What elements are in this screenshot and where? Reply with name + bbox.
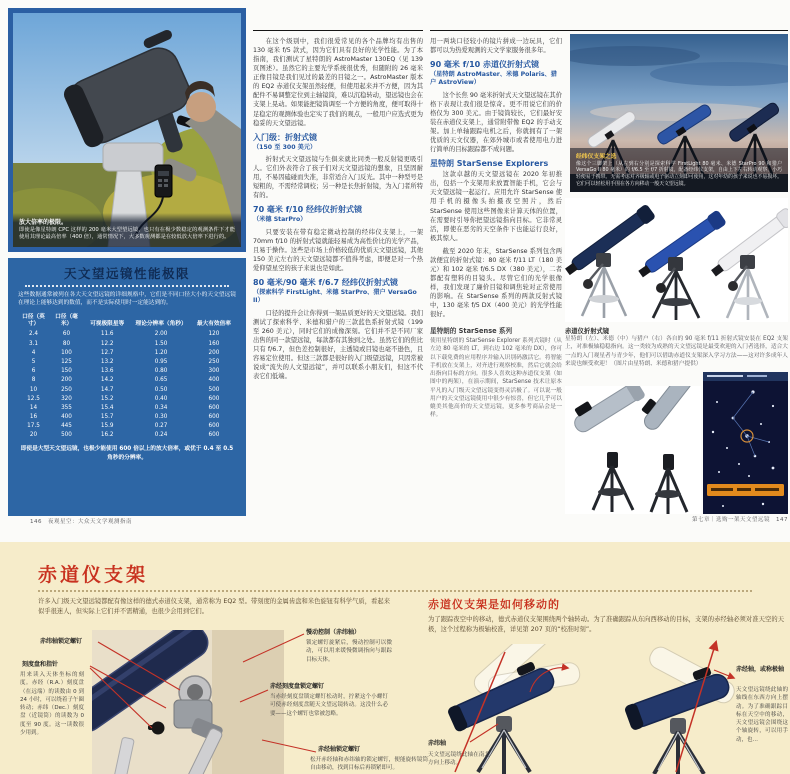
column-rule-right — [430, 30, 788, 31]
caption-heading: 星特朗的 StarSense 系列 — [430, 327, 513, 336]
section-subheading: （150 至 300 美元） — [253, 143, 317, 151]
table-title: 天文望远镜性能极限 — [63, 266, 190, 281]
section-heading: 90 毫米 f/10 赤道仪折射式镜 — [430, 60, 540, 70]
col-header: 可视极限星等 — [90, 320, 125, 327]
eq-photo-caption — [565, 326, 788, 368]
observer-photo-caption — [13, 213, 241, 247]
paragraph: 折射式天文望远镜与生俱来就比同类一般反射镜更吸引人。它们外表符合了孩子们对天文望远镜的想象，且坚固耐用，不易因磕碰而失准，非常适合入门反光。其中一种型号是短粗的，不需经常调校；另一种是长焦折射镜，为入门者所特有的。 — [253, 155, 424, 200]
paragraph: 在这个级别中，我们很爱常见的各个品牌均有出售的 130 毫米 f/5 款式，因为它们具有良好的光学性能。为了本指南，我们测试了星特朗的 AstroMaster 130EQ（见 139 页图述）。虽然它的主要光学系统很优秀，但随附的 26 毫米正像目镜是我们见过的最差的目镜之一。AstroMaster 版本的 EQ2 赤道仪支架虽然轻便，但使用起来并不方便，因为其配件不易调整定位到主轴镜筒，难以沉稳转动，望远镜也会在支架上晃动。如果能把镜筒调至一个方便的角度，便可取得十足稳定的观测体验也定实了我们的观点，一般用户应选式更为稳妥的天文望远镜。 — [253, 38, 424, 127]
observer-caption-title: 放大倍率的极限。 — [19, 218, 68, 226]
table-row: 6 150 13.6 0.80 300 — [31, 368, 220, 375]
label-ra-lock-body: 松开赤经轴和赤纬轴的锁定螺钉，便能旋转镜筒自由移动，找到目标后再锁紧即可。 — [310, 757, 428, 772]
observer-photo — [8, 8, 246, 252]
table-header-row — [17, 312, 237, 330]
table-row: 4 100 12.7 1.20 200 — [31, 349, 220, 356]
paragraph: 只要安装在带有稳定微动控制的经纬仪支架上，一架 70mm f/10 的折射式镜就能轻易成为高性价比的光学产品，且易于操作。这些是市场上价格较低的优质天文望远镜，其他 150 美元左右的天文望远镜都不值得考虑，即便是对一个热爱仰望星空的孩子来说也是如此。 — [253, 228, 424, 272]
table-note: 即使是大型天文望远镜，也极少能使用 600 倍以上的放大倍率，或优于 0.4 至 0.5 角秒的分辨率。 — [20, 446, 234, 461]
col-header: 口径（毫米） — [55, 313, 78, 327]
performance-limits-panel — [8, 258, 246, 516]
col-header: 口径（英寸） — [22, 313, 45, 327]
performance-table — [17, 312, 237, 441]
table-row: 12.5 320 15.2 0.40 600 — [27, 395, 220, 402]
section-divider — [38, 590, 752, 592]
label-dial-title: 刻度盘和指针 — [22, 661, 59, 668]
label-dec-axis: 赤纬轴 — [428, 740, 447, 747]
eq-photo-image — [565, 198, 788, 322]
table-row: 17.5 445 15.9 0.27 600 — [27, 423, 220, 430]
paragraph: 截至 2020 年末，StarSense 系列包含两款便宜的折射式镜：80 毫米 f/11 LT（180 美元）和 102 毫米 f/6.5 DX（380 美元），二者都配有塑料的目镜头。尽管它们的光学很像样，我们发现了廉价目镜和调焦轮对正常使用的影响。在 StarSense 系列的两款反射式镜中，130 毫米 f/5 DX（400 美元）的光学性能很好。 — [430, 247, 562, 319]
section-heading: 入门级：折射式镜 — [253, 132, 317, 142]
star-chart-image — [703, 372, 788, 514]
observer-photo-image — [13, 13, 241, 247]
starsense-photos — [565, 386, 701, 514]
table-row: 14 355 15.4 0.34 600 — [29, 404, 220, 411]
table-intro: 这些数据通常被列在各大天文望远镜的详细规格中，它们是不同口径大小的天文望远镜在理论上能够达到的数值，而不是实际使用时一定能达到的。 — [18, 292, 236, 307]
col-header: 最大有效倍率 — [196, 320, 231, 327]
star-chart-app — [703, 372, 788, 514]
label-dial-body: 用来读入天体坐标的刻度。赤经（R.A.）刻度盘（在远端）的读数由 0 到 24 小时，可以绕着子午圈转动；赤纬（Dec.）刻度盘（近镜筒）的读数为 0 度至 90 度。这一读数很少用到。 — [20, 672, 84, 736]
altaz-photo-caption — [570, 148, 788, 192]
equatorial-mount-section — [0, 542, 790, 774]
section-heading: 70 毫米 f/10 经纬仪折射式镜 — [253, 205, 363, 215]
label-ra-dial-title: 赤经刻度盘锁定螺钉 — [270, 683, 325, 690]
eq-caption-title: 赤道仪折射式镜 — [565, 328, 610, 335]
table-row: 10 250 14.7 0.50 500 — [29, 386, 220, 393]
right-page-footer: 第七章｜选购一架天文望远镜 147 — [692, 517, 788, 523]
starsense-photo-image — [565, 386, 701, 514]
table-row: 16 400 15.7 0.30 600 — [29, 414, 220, 421]
col-header: 理论分辨率（角秒） — [135, 320, 187, 327]
label-ra-axis-body: 天文望远镜绕此轴的轴线在东西方向上摆动。为了准确跟踪目标在天空中的移动，天文望远镜会围绕这个轴旋转，可以用手动，也… — [736, 687, 788, 743]
label-ra-lock-title: 赤经轴锁定螺钉 — [318, 746, 361, 753]
label-dec-axis-body: 天文望远镜绕此轴在南北方向上移动。 — [428, 752, 490, 767]
section-title: 赤道仪支架 — [38, 564, 149, 586]
altaz-caption-body: 像这个三脚架上（从左到右分别是探索科学 FirstLight 80 毫米、米德 StarPro 90 和猎户 VersaGo II 80 毫米）的 f/6.5 至 f/7 折射镜，配备经纬仪支架，自由上下左右转动观察，小巧轻便易于携带。无需考虑对齐极轴或电子驱动立刻即可使用，这对年幼的孩子来说也不易损坏。它们可以轻松用手围在各方向移动一般天文望远镜。 — [576, 160, 782, 188]
column-rule-left — [253, 30, 423, 31]
how-it-moves-title: 赤道仪支架是如何移动的 — [428, 598, 560, 611]
table-row: 5 125 13.2 0.95 250 — [31, 358, 220, 365]
table-row: 20 500 16.2 0.24 600 — [29, 432, 220, 439]
section-subheading: （探索科学 FirstLight、米德 StarPro、猎户 VersaGo II） — [253, 288, 417, 305]
section-heading: 80 毫米/90 毫米 f/6.7 经纬仪折射式镜 — [253, 277, 398, 287]
section-intro: 许多入门级天文望远镜都配有像这样的德式赤道仪支架，通常称为 EQ2 型。带刻度的金属齿盘和米色旋钮有科学气质，看起来似乎很迷人，但实际上它们并不需精通，也很少会用到它们。 — [38, 598, 390, 615]
table-row: 8 200 14.2 0.65 400 — [31, 377, 220, 384]
middle-text-column — [253, 37, 423, 385]
section-subheading: （米德 StarPro） — [253, 216, 307, 224]
label-slow-motion-body: 锁定螺钉旋紧后，慢动控制可以微动，可以用来缓慢微调指向与跟踪目标天体。 — [306, 640, 392, 663]
right-text-column — [430, 37, 562, 423]
label-slow-motion-title: 慢动控制（赤纬轴） — [306, 629, 361, 636]
how-it-moves-body: 为了跟踪夜空中的移动，德式赤道仪支架围绕两个轴转动。为了准确跟踪从东向西移动的目标，支架的赤经轴必须对准天空的天极，这个过程称为极轴校准，详见第 207 页的“校准时刻”。 — [428, 616, 784, 633]
table-row: 2.4 60 11.6 2.00 120 — [28, 331, 220, 338]
mount-closeup-image — [92, 630, 284, 774]
mount-closeup-figure — [92, 630, 284, 774]
altaz-caption-title: 经纬仪支架之选 — [576, 153, 617, 160]
paragraph: 口径的提升会让你得到一架品质更好的天文望远镜。我们测试了探索科学、米德和猎户的三款蓝色系折射式镜（199 至 260 美元），同时它们的成像深刻。它们并不是不同厂家出售的同一款望远镜，每款都有其独到之处。虽然它们的焦比只有 f/6.7，但色差控制很好，主透镜或目镜也毫不逊色，且容易定位使用。但这三款都是很好的入门级望远镜，只因常被说成“流失的人文望远镜”，并可以联系小朋友们，但这不代表它们低端。 — [253, 309, 424, 381]
section-heading: 星特朗 StarSense Explorers — [430, 159, 549, 169]
altaz-telescopes-photo — [570, 34, 788, 192]
label-ra-dial-body: 当赤经刻度盘锁定螺钉松动时，拧紧这个小螺钉可使赤经刻度盘随天文望远镜转动。这没什么必要——这个螺钉也常被忽略。 — [270, 694, 388, 717]
observer-caption-body: 即使是像星特朗 CPC 这样的 200 毫米大型望远镜，也只有在极少数稳定的观测条件下才能使用其理论最高倍率（400 倍），通常情况下，大多数观测都是在较低放大倍率下进行的。 — [19, 226, 235, 241]
label-dec-lock: 赤纬轴锁定螺钉 — [40, 638, 83, 645]
table-divider — [25, 285, 229, 287]
caption-paragraph: 使用星特朗的 StarSense Explorer 系列式镜时（从左边 80 毫米的 LT，到右边 102 毫米的 DX），你可以下载免费的应用程序并输入识别码激活它。将智能手机放在支架上，对齐进行观察校准，然后它就会给出指向目标的方向。很多人喜欢这种赤道仪支架（如图中的两架），在演示期间，StarSense 技术让原本平凡的入门级天文望远镜变得灵活极了。可以说一般用户的天文望远镜使用中很少有惊喜，但它几乎可以媲美其他高价的天文望远镜，更多参考商品会是一样。 — [430, 338, 562, 419]
paragraph: 用一两块口径较小的镜片拼成一边玩具，它们都可以为热爱观测的天文学家服务很多年。 — [430, 38, 562, 55]
paragraph: 这款卓越的天文望远镜在 2020 年初推出，包括一个支架用来放置智能手机，它会与天文望远镜一起运行。应用允许 StarSense 使用手机的摄像头拍摄夜空照片，然后 StarSense 使用这些图像来计算天体的位置，在需要时引导你把望远镜指向目标。它非常灵活，即使在恶劣的天空条件下也能运行良好，极其惊人。 — [430, 171, 562, 242]
left-page-footer: 146 夜观星空：大众天文学观测指南 — [30, 519, 132, 525]
paragraph: 这个长焦 90 毫米折射式天文望远镜在其价格下表现让我们很是惊奇。更不用说它们的价格仅为 300 美元。由于镜筒较长，它们最好安装在赤道仪支架上，通常附带像 EQ2 的手动支架。加上单轴跟踪电机之后，你就拥有了一架优质的天文仪器，在郊外城市或者使用电力进行简单的目标跟踪都不成问题。 — [430, 91, 562, 154]
eq-refractors-photo — [565, 198, 788, 322]
eq-caption-body: 星特朗（左）、米德（中）与猎户（右）各自的 90 毫米 f/11 折射式镜安装在 EQ2 支架上，对准极轴稳稳指向。这一类较为成熟的天文望远镜是最受欢迎的入门者选择，适合大一点的入门观星者与青少年，他们可以借助赤道仪支架深入学习方法——这对许多成年人来说也颇受欢迎！（图片由星特朗、米德和猎户提供） — [565, 336, 788, 367]
table-row: 3.1 80 12.2 1.50 160 — [28, 340, 220, 347]
label-ra-axis: 赤经轴，或称极轴 — [736, 666, 785, 673]
section-subheading: （星特朗 AstroMaster、米德 Polaris、猎户 AstroView） — [430, 71, 557, 87]
